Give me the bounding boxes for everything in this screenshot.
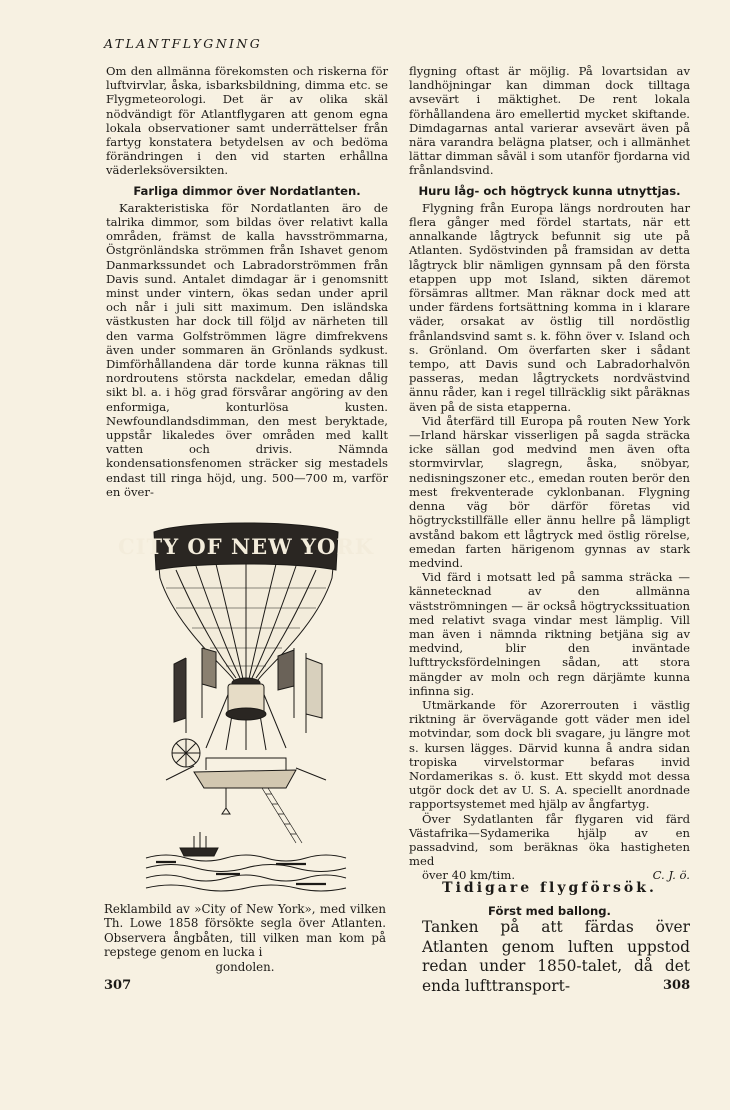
paragraph: Flygning från Europa längs nordrouten har flera gånger med fördel startats, när ett annalkande lågtryck befunnit sig ute på Atlanten. Sydöstvinden på framsidan av detta lågtryck blir nämligen gynnsam på den första etappen upp mot Island, sikten däremot försämras alltmer. Man räknar dock med att under färdens fortsättning komma in i klarare väder, orsakat av östlig till nordöstlig frånlandsvind samt s. k. föhn över v. Island och s. Grönland. Om överfarten sker i sådant tempo, att Davis sund och Labradorhalvön passeras, medan lågtryckets nordvästvind ännu råder, kan i regel tillräcklig sikt påräknas även på de sista etapperna. bbox=[409, 200, 690, 414]
caption-text: Reklambild av »City of New York», med vilken Th. Lowe 1858 försökte segla över Atlanten. Observera ångbåten, till vilken man kom på repstege genom en lucka i bbox=[104, 902, 386, 960]
author-signature: C. J. ö. bbox=[652, 868, 690, 883]
balloon-illustration bbox=[117, 518, 375, 896]
paragraph: flygning oftast är möjlig. På lovartsidan av landhöjningar kan dimman dock tilltaga avsevärt i mäktighet. De rent lokala förhållandena äro emellertid mycket skiftande. Dimdagarnas antal varierar avsevärt även på nära varandra belägna platser, och i allmänhet lättar dimman såväl i som utanför fjordarna vid frånlandsvind. bbox=[409, 64, 690, 178]
section-subtitle: Först med ballong. bbox=[488, 904, 611, 918]
section-heading: Farliga dimmor över Nordatlanten. bbox=[133, 183, 361, 198]
left-column bbox=[106, 64, 388, 499]
caption-text-end: gondolen. bbox=[215, 959, 275, 974]
paragraph: Över Sydatlanten får flygaren vid färd Västafrika—Sydamerika hjälp av en passadvind, som beräknas öka hastigheten med bbox=[409, 811, 690, 869]
paragraph: Vid återfärd till Europa på routen New York—Irland härskar visserligen på sagda sträcka icke sällan god medvind men även ofta stormvirvlar, slagregn, åska, snöbyar, nedisningszoner etc., emedan routen berör den mest frekventerade cyklonbanan. Flygning denna väg bör därför företas vid högtryckstillfälle eller ännu hellre på lämpligt avstånd bakom ett lågtryck med östlig rörelse, emedan farten härigenom gynnas av stark medvind. bbox=[409, 413, 690, 570]
section-title: Tidigare flygförsök. bbox=[442, 880, 657, 896]
illustration-caption bbox=[104, 902, 386, 974]
section-heading: Huru låg- och högtryck kunna utnyttjas. bbox=[418, 183, 681, 198]
paragraph: Om den allmänna förekomsten och riskerna för luftvirvlar, åska, isbarksbildning, dimma etc. se Flygmeteorologi. Det är av olika skäl nödvändigt för Atlantflygaren att genom egna lokala observationer samt underrättelser från fartyg konstatera betydelsen av och bedöma förändringen i den vid starten erhållna väderleksöversikten. bbox=[106, 64, 388, 178]
intro-paragraph: Tanken på att färdas över Atlanten genom luften uppstod redan under 1850-talet, då det enda lufttransport- bbox=[422, 918, 690, 995]
page-number-right: 308 bbox=[663, 978, 691, 993]
balloon-banner-text: CITY OF NEW YORK bbox=[117, 534, 375, 559]
paragraph: Vid färd i motsatt led på samma sträcka — kännetecknad av den allmänna västströmningen — är också högtryckssituation med relativt svaga vindar mest lämplig. Vill man även i nämnda riktning betjäna sig av medvind, blir den inväntade lufttrycksfördelningen sådan, att stora mängder av moln och regn därjämte kunna infinna sig. bbox=[409, 570, 690, 698]
page-number-left: 307 bbox=[104, 978, 132, 993]
paragraph: Utmärkande för Azorerrouten i västlig riktning är övervägande gott väder men idel motvindar, som dock bli svagare, ju längre mot s. kursen lägges. Därvid kunna å andra sidan tropiska virvelstormar befaras invid Nordamerikas s. ö. kust. Ett skydd mot dessa utgör dock det av U. S. A. speciellt anordnade rapportsystemet med hjälp av ångfartyg. bbox=[409, 697, 690, 812]
paragraph-end: över 40 km/tim. bbox=[422, 868, 516, 883]
right-column bbox=[409, 64, 690, 883]
paragraph: Karakteristiska för Nordatlanten äro de talrika dimmor, som bildas över relativt kalla områden, främst de kalla havsströmmarna, Östgrönländska strömmen från Ishavet genom Danmarkssundet och Labradorströmmen från Davis sund. Antalet dimdagar är i genomsnitt minst under vintern, ökas sedan under april och når i juli sitt maximum. Den isländska västkusten har dock till följd av närheten till den varma Golfströmmen lägre dimfrekvens även under sommaren än Grönlands sydkust. Dimförhållandena där torde kunna räknas till nordroutens största nackdelar, emedan dålig sikt bl. a. i hög grad försvårar angöring av den enformiga, konturlösa kusten. Newfoundlandsdimman, den mest beryktade, uppstår likaledes över områden med kallt vatten och drivis. Nämnda kondensationsfenomen sträcker sig mestadels endast till ringa höjd, ung. 500—700 m, varför en över- bbox=[106, 200, 388, 499]
running-title: ATLANTFLYGNING bbox=[104, 36, 263, 51]
section-intro bbox=[422, 918, 690, 996]
